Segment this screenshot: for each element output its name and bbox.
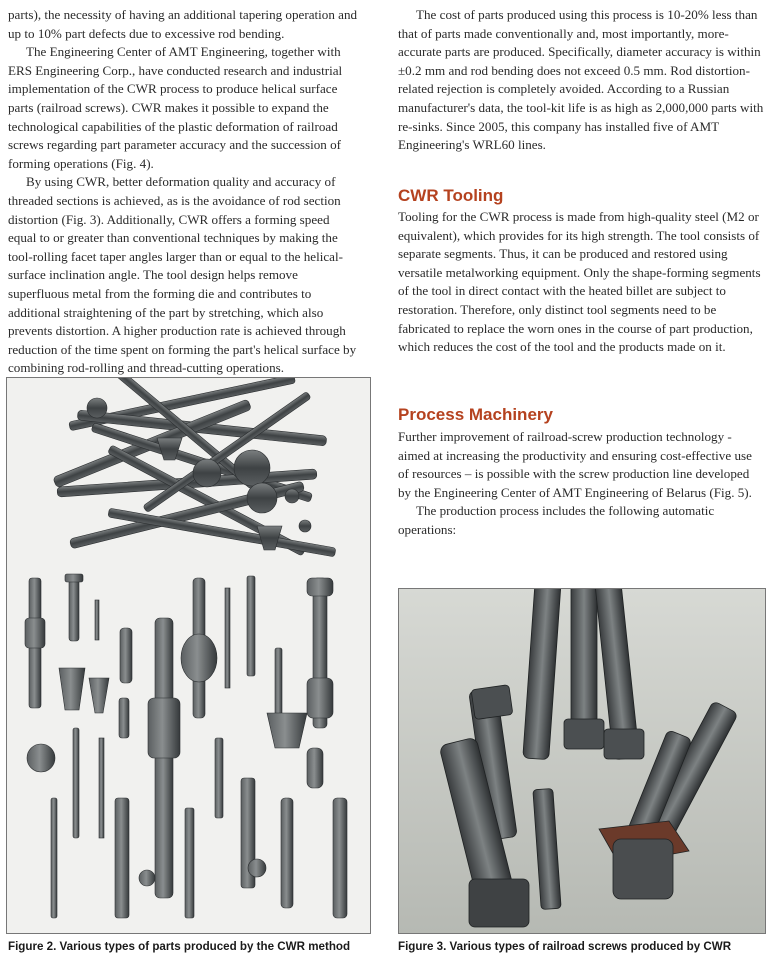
paragraph: By using CWR, better deformation quality and accuracy of threaded sections is achieved, as is the avoidance of rod section distortion (Fig. 3). Additionally, CWR offers a forming speed equal to or greater than conventional techniques by making the tool-rolling facet taper angles larger than or equal to the helical-surface inclination angle. The tool design helps remove superfluous metal from the forming die and contributes to additional straightening of the part by stretching, which also prevents distortion. A higher production rate is achieved through reduction of the time spent on forming the part's helical surface by combining rod-rolling and thread-cutting operations. [8,174,357,376]
figure-3-railroad-screws-photo [398,588,766,934]
paragraph: The cost of parts produced using this process is 10-20% less than that of parts made conventionally and, most importantly, more-accurate parts are produced. Specifically, diameter accuracy is within ±0.2 mm and rod bending does not exceed 0.5 mm. Rod distortion-related rejection is completely avoided. According to a Russian manufacturer's data, the tool-kit life is as high as 2,000,000 parts with re-sinks. Since 2005, this company has installed five of AMT Engineering's WRL60 lines. [398,7,764,153]
parts-illustration [7,378,370,933]
screws-illustration [399,589,765,933]
left-column [8,6,360,378]
section-heading-process-machinery: Process Machinery [398,405,553,424]
paragraph: Tooling for the CWR process is made from high-quality steel (M2 or equivalent), which provides for its high strength. The tool consists of separate segments. Thus, it can be produced and restored using versatile metalworking equipment. Only the shape-forming segments of the tool in direct contact with the heated billet are subject to restoration. Therefore, only distinct tool segments need to be fabricated to replace the worn ones in the course of part production, which reduces the cost of the tool and the products made on it. [398,209,761,355]
paragraph: Further improvement of railroad-screw production technology - aimed at increasing the productivity and ensuring cost-effective use of resources – is possible with the screw production line developed by the Engineering Center of AMT Engineering of Belarus (Fig. 5). [398,429,752,500]
figure-2-parts-photo [6,377,371,934]
paragraph: The Engineering Center of AMT Engineering, together with ERS Engineering Corp., have conducted research and industrial implementation of the CWR process to produce helical surface parts (railroad screws). CWR makes it possible to expand the technological capabilities of the plastic deformation of railroad screws regarding part parameter accuracy and the succession of forming operations (Fig. 4). [8,44,343,171]
paragraph: The production process includes the following automatic operations: [398,503,715,537]
right-column-intro [398,6,764,155]
machinery-text [398,428,764,540]
paragraph: parts), the necessity of having an additional tapering operation and up to 10% part defects due to excessive rod bending. [8,7,358,41]
figure-3-caption: Figure 3. Various types of railroad screws produced by CWR [398,940,732,953]
section-heading-cwr-tooling: CWR Tooling [398,186,504,205]
figure-2-caption: Figure 2. Various types of parts produced by the CWR method [8,940,351,953]
